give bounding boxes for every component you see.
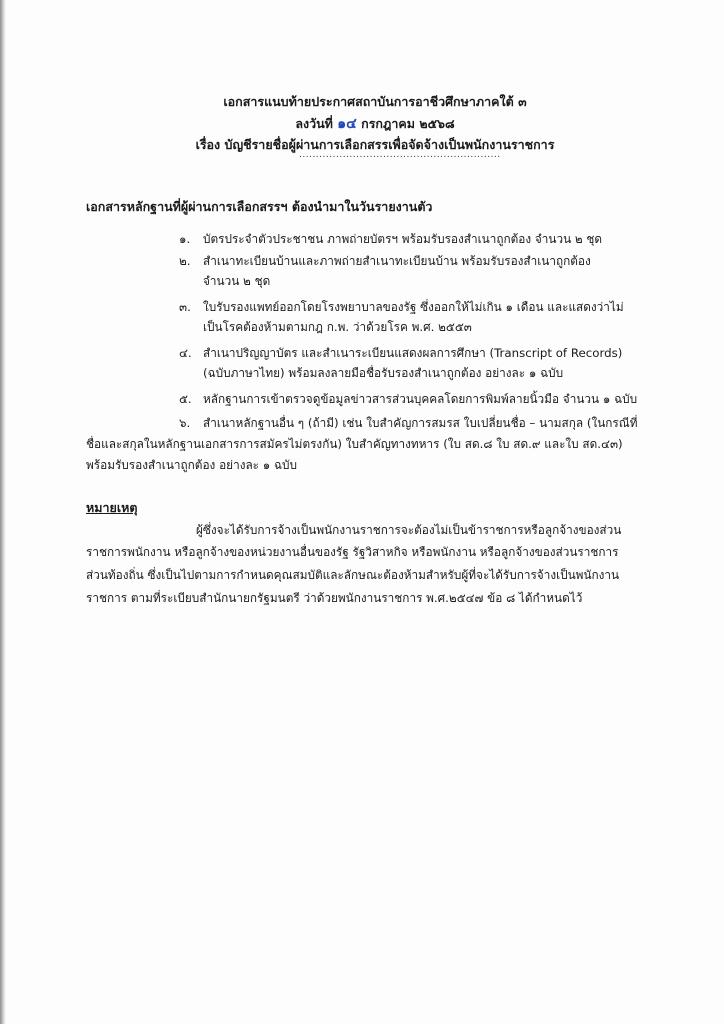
- date-month-year: กรกฎาคม ๒๕๖๘: [361, 116, 455, 131]
- header-separator: ............................................................: [299, 150, 501, 160]
- item-text-continuation: (ฉบับภาษาไทย) พร้อมลงลายมือชื่อรับรองสำเนาถูกต้อง อย่างละ ๑ ฉบับ: [203, 366, 564, 380]
- list-item: [179, 252, 591, 270]
- list-item: [179, 230, 602, 248]
- item-text-continuation: พร้อมรับรองสำเนาถูกต้อง อย่างละ ๑ ฉบับ: [86, 458, 298, 472]
- note-title: หมายเหตุ: [86, 500, 138, 515]
- item-text: สำเนาทะเบียนบ้านและภาพถ่ายสำเนาทะเบียนบ้าน พร้อมรับรองสำเนาถูกต้อง: [203, 254, 591, 268]
- item-text: หลักฐานการเข้าตรวจดูข้อมูลข่าวสารส่วนบุคคลโดยการพิมพ์ลายนิ้วมือ จำนวน ๑ ฉบับ: [203, 392, 638, 406]
- item-text: สำเนาปริญญาบัตร และสำเนาระเบียนแสดงผลการศึกษา (Transcript of Records): [203, 346, 623, 360]
- list-item: [179, 298, 624, 316]
- list-item: [179, 344, 622, 362]
- list-item: [179, 390, 637, 408]
- item-number: ๕.: [179, 392, 192, 406]
- list-item: [179, 414, 638, 432]
- note-text: ส่วนท้องถิ่น ซึ่งเป็นไปตามการกำหนดคุณสมบัติและลักษณะต้องห้ามสำหรับผู้ที่จะได้รับการจ้างเป็นพนักงาน: [86, 568, 620, 582]
- item-text: บัตรประจำตัวประชาชน ภาพถ่ายบัตรฯ พร้อมรับรองสำเนาถูกต้อง จำนวน ๒ ชุด: [203, 232, 603, 246]
- note-text: ราชการพนักงาน หรือลูกจ้างของหน่วยงานอื่นของรัฐ รัฐวิสาหกิจ หรือพนักงาน หรือลูกจ้างของส่วนราชการ: [86, 545, 619, 559]
- item-number: ๑.: [179, 232, 191, 246]
- section-title: เอกสารหลักฐานที่ผู้ผ่านการเลือกสรรฯ ต้องนำมาในวันรายงานตัว: [86, 199, 433, 214]
- item-number: ๖.: [179, 416, 191, 430]
- item-number: ๓.: [179, 300, 191, 314]
- item-text: สำเนาหลักฐานอื่น ๆ (ถ้ามี) เช่น ใบสำคัญการสมรส ใบเปลี่ยนชื่อ – นามสกุล (ในกรณีที่: [203, 416, 638, 430]
- document-date: [120, 114, 630, 134]
- item-number: ๔.: [179, 346, 192, 360]
- item-text-continuation: ชื่อและสกุลในหลักฐานเอกสารการสมัครไม่ตรงกัน) ใบสำคัญทางทหาร (ใบ สด.๘ ใบ สด.๙ และใบ สด.๔๓): [86, 437, 623, 451]
- document-subject: เรื่อง บัญชีรายชื่อผู้ผ่านการเลือกสรรเพื่อจัดจ้างเป็นพนักงานราชการ: [195, 137, 555, 152]
- scan-edge-shadow: [0, 0, 6, 1024]
- note-text: ราชการ ตามที่ระเบียบสำนักนายกรัฐมนตรี ว่าด้วยพนักงานราชการ พ.ศ.๒๕๔๗ ข้อ ๘ ได้กำหนดไว้: [86, 591, 583, 605]
- document-title: เอกสารแนบท้ายประกาศสถาบันการอาชีวศึกษาภาคใต้ ๓: [223, 94, 527, 109]
- item-number: ๒.: [179, 254, 191, 268]
- note-text: ผู้ซึ่งจะได้รับการจ้างเป็นพนักงานราชการจะต้องไม่เป็นข้าราชการหรือลูกจ้างของส่วน: [196, 523, 622, 537]
- item-text: ใบรับรองแพทย์ออกโดยโรงพยาบาลของรัฐ ซึ่งออกให้ไม่เกิน ๑ เดือน และแสดงว่าไม่: [203, 300, 624, 314]
- date-day-handwritten: ๑๔: [337, 116, 357, 132]
- item-text-continuation: เป็นโรคต้องห้ามตามกฎ ก.พ. ว่าด้วยโรค พ.ศ. ๒๕๕๓: [203, 320, 472, 334]
- date-prefix: ลงวันที่: [295, 116, 333, 131]
- item-text-continuation: จำนวน ๒ ชุด: [203, 274, 271, 288]
